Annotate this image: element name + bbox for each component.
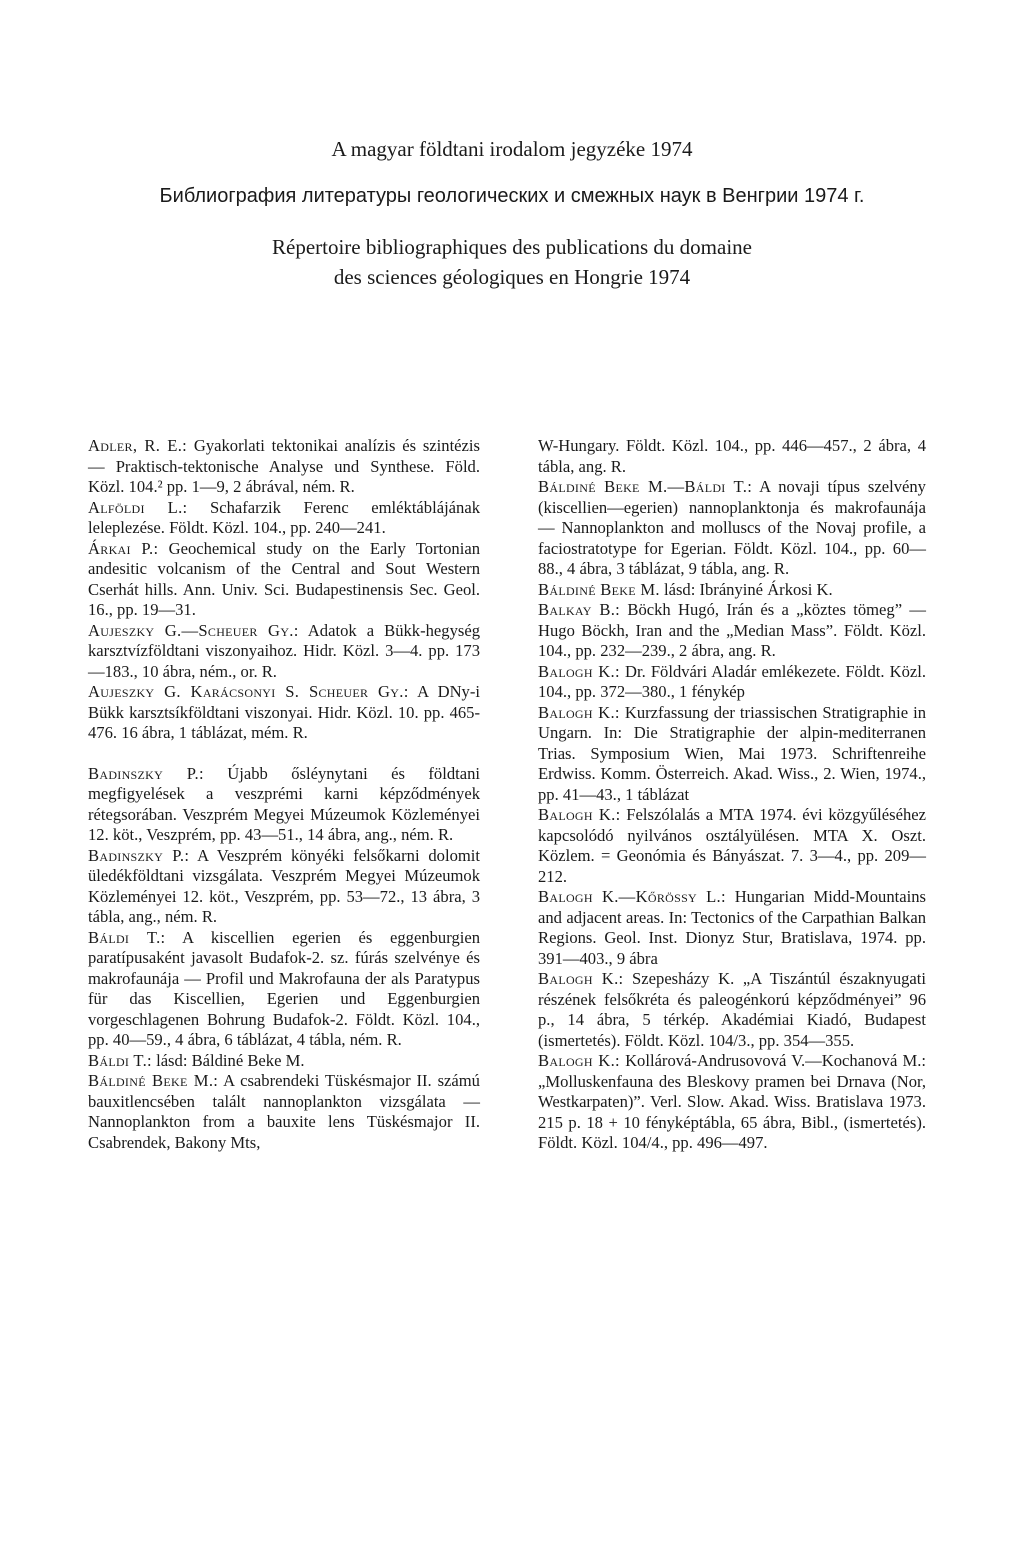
bibliography-entry — [88, 436, 480, 498]
section-gap — [88, 744, 480, 764]
entry-author: Báldi T.: — [88, 927, 166, 947]
bibliography-entry — [88, 539, 480, 621]
entry-text: Dr. Földvári Aladár emlékezete. Földt. Közl. 104., pp. 372—380., 1 fénykép — [538, 661, 927, 701]
entry-text: lásd: Báldiné Beke M. — [151, 1050, 305, 1070]
entry-text: Hungarian Midd-Mountains and adjacent areas. In: Tectonics of the Carpathian Balkan Regions. Geol. Inst. Dionyz Stur, Bratislava, 1974. pp. 391—403., 9 ábra — [538, 887, 926, 968]
entry-author: Báldiné Beke M. — [538, 579, 660, 599]
entry-author: Báldiné Beke M.—Báldi T.: — [538, 477, 753, 496]
entry-author: Árkai P.: — [88, 538, 159, 558]
entry-author: Balogh K.: — [538, 1051, 620, 1070]
entry-text: Böckh Hugó, Irán és a „köztes tömeg” — Hugo Böckh, Iran and the „Median Mass”. Földt. Közl. 104., pp. 232—239., 2 ábra, ang. R. — [538, 600, 926, 660]
bibliography-entry — [88, 1051, 480, 1072]
entry-author: Alföldi L.: — [88, 497, 188, 517]
entry-author: Adler, R. E.: — [88, 436, 188, 455]
entry-author: Balogh K.: — [538, 805, 621, 824]
entry-text: Felszólalás a MTA 1974. évi közgyűléséhez kapcsolódó nyilvános osztályülésen. MTA X. Oszt. Közlem. = Geonómia és Bányászat. 7. 3—4., pp. 209—212. — [538, 805, 926, 886]
left-column — [88, 436, 480, 1153]
page-headers — [0, 134, 1024, 292]
entry-text: A DNy-i Bükk karsztsíkföldtani viszonyai. Hidr. Közl. 10. pp. 465-476. 16 ábra, 1 táblázat, mém. R. — [88, 682, 480, 742]
bibliography-entry — [538, 805, 926, 887]
entry-text: Kurzfassung der triassischen Stratigraphie in Ungarn. In: Die Stratigraphie der alpin-mediterranen Trias. Symposium Wien, Mai 1973. Schriftenreihe Erdwiss. Komm. Österreich. Akad. Wiss., 2. Wien, 1974., pp. 41—43., 1 táblázat — [538, 702, 926, 804]
entry-text: Gyakorlati tektonikai analízis és szintézis — Praktisch-tektonische Analyse und Synthese. Föld. Közl. 104.² pp. 1—9, 2 ábrával, ném. R. — [88, 436, 480, 496]
title-french-line1: Répertoire bibliographiques des publications du domaine — [272, 235, 752, 259]
entry-text: A novaji típus szelvény (kiscellien—egerien) nannoplanktonja és makrofaunája — Nannoplankton and molluscs of the Novaj profile, a faciostratotype for Egerian. Földt. Közl. 104., pp. 60—88., 4 ábra, 3 táblázat, 9 tábla, ang. R. — [538, 477, 926, 578]
title-hungarian: A magyar földtani irodalom jegyzéke 1974 — [331, 137, 693, 161]
bibliography-entry — [538, 580, 926, 601]
bibliography-entry — [538, 703, 926, 806]
entry-author: Balogh K.: — [538, 661, 620, 681]
entry-author: Aujeszky G.—Scheuer Gy.: — [88, 620, 299, 640]
entry-author: Balkay B.: — [538, 600, 621, 619]
entry-text: A csabrendeki Tüskésmajor II. számú bauxitlencsében talált nannoplankton vizsgálata — Nannoplankton from a bauxite lens Tüskésmajor II. Csabrendek, Bakony Mts, — [88, 1071, 480, 1152]
bibliography-entry — [538, 436, 926, 477]
bibliography-entry — [88, 846, 480, 928]
entry-text: Schafarzik Ferenc emléktáblájának leleplezése. Földt. Közl. 104., pp. 240—241. — [88, 497, 481, 537]
bibliography-entry — [88, 764, 480, 846]
right-column — [538, 436, 926, 1154]
bibliography-entry — [538, 662, 926, 703]
bibliography-entry — [538, 887, 926, 969]
bibliography-entry — [88, 1071, 480, 1153]
bibliography-entry — [88, 928, 480, 1051]
entry-text: Újabb ősléynytani és földtani megfigyelések a veszprémi karni képződmények rétegsorában. Veszprém Megyei Múzeumok Közleményei 12. köt., Veszprém, pp. 43—51., 14 ábra, ang., ném. R. — [88, 763, 480, 844]
title-russian: Библиография литературы геологических и смежных наук в Венгрии 1974 г. — [159, 185, 865, 207]
entry-text: Kollárová-Andrusovová V.—Kochanová M.: „Molluskenfauna des Bleskovy pramen bei Drnava (Nor, Westkarpaten)”. Verl. Slow. Akad. Wiss. Bratislava 1973. 215 p. 18 + 10 fényképtábla, 65 ábra, Bibl., (ismertetés). Földt. Közl. 104/4., pp. 496—497. — [538, 1051, 926, 1152]
title-french-line2: des sciences géologiques en Hongrie 1974 — [333, 265, 691, 289]
entry-author: Báldiné Beke M.: — [88, 1071, 219, 1090]
entry-text: lásd: Ibrányiné Árkosi K. — [659, 579, 833, 599]
entry-author: Badinszky P.: — [88, 763, 204, 783]
entry-text: W-Hungary. Földt. Közl. 104., pp. 446—457., 2 ábra, 4 tábla, ang. R. — [538, 436, 926, 476]
entry-author: Badinszky P.: — [88, 845, 190, 865]
entry-author: Aujeszky G. Karácsonyi S. Scheuer Gy.: — [88, 682, 409, 701]
entry-author: Balogh K.: — [538, 702, 620, 722]
bibliography-entry — [88, 498, 480, 539]
bibliography-entry — [538, 969, 926, 1051]
bibliography-entry — [538, 600, 926, 662]
entry-text: A kiscellien egerien és eggenburgien paratípusaként javasolt Budafok-2. sz. fúrás szelvénye és makrofaunája — Profil und Makrofauna der als Paratypus für das Kiscellien, Egerien und Eggenburgien vorgeschlagenen Bohrung Budafok-2. Földt. Közl. 104., pp. 40—59., 4 ábra, 6 táblázat, 4 tábla, ném. R. — [88, 927, 481, 1049]
entry-text: A Veszprém könyéki felsőkarni dolomit üledékföldtani vizsgálata. Veszprém Megyei Múzeumok Közleményei 12. köt., Veszprém, pp. 53—72., 13 ábra, 3 tábla, ang., ném. R. — [88, 845, 480, 926]
entry-text: Szepesházy K. „A Tiszántúl északnyugati részének felsőkréta és paleogénkorú képződményei” 96 p., 14 ábra, 5 térkép. Akadémiai Kiadó, Budapest (ismertetés). Földt. Közl. 104/3., pp. 354—355. — [538, 969, 927, 1050]
entry-text: Adatok a Bükk-hegység karsztvízföldtani viszonyaihoz. Hidr. Közl. 3—4. pp. 173—183., 10 ábra, ném., or. R. — [88, 620, 480, 681]
bibliography-entry — [88, 621, 480, 683]
entry-author: Balogh K.: — [538, 969, 624, 988]
entry-author: Balogh K.—Kőrössy L.: — [538, 887, 726, 906]
bibliography-entry — [88, 682, 480, 744]
bibliography-entry — [538, 477, 926, 580]
entry-text: Geochemical study on the Early Tortonian andesitic volcanism of the Central and Sout Western Cserhát hills. Ann. Univ. Sci. Budapestinensis Sec. Geol. 16., pp. 19—31. — [88, 538, 481, 619]
entry-author: Báldi T.: — [88, 1050, 152, 1070]
bibliography-entry — [538, 1051, 926, 1154]
